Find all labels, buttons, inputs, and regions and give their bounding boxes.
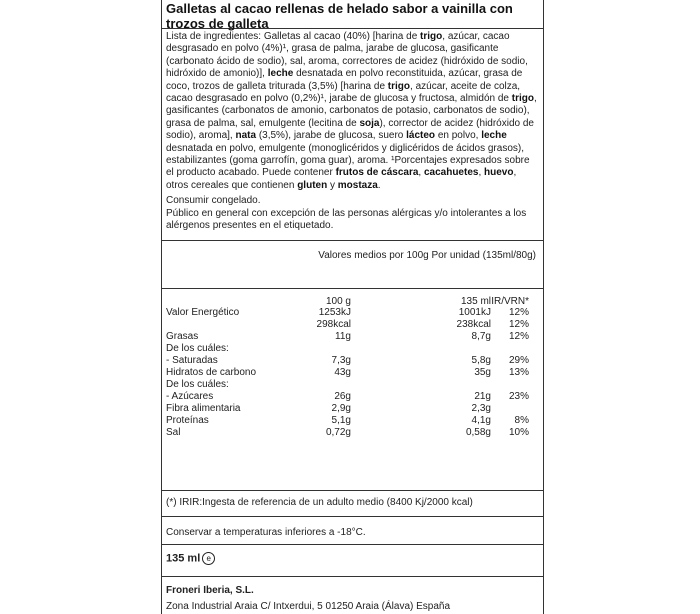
reference-intake: 10% bbox=[508, 427, 529, 438]
reference-intake: IR/VRN* bbox=[491, 296, 529, 307]
storage-note: Conservar a temperaturas inferiores a -18°C. bbox=[166, 527, 366, 538]
divider bbox=[161, 544, 544, 545]
divider bbox=[161, 516, 544, 517]
value-100g: 26g bbox=[334, 391, 351, 402]
value-per-unit: 135 ml bbox=[460, 296, 491, 307]
allergen-text: mostaza bbox=[337, 179, 378, 191]
allergen-text: soja bbox=[359, 117, 380, 129]
reference-intake: 12% bbox=[508, 331, 529, 342]
consume-note: Consumir congelado. bbox=[166, 195, 261, 206]
nutrient-name: Hidratos de carbono bbox=[166, 367, 257, 378]
allergen-text: frutos de cáscara bbox=[335, 167, 419, 179]
product-title: Galletas al cacao rellenas de helado sabor a vainilla con trozos de galleta bbox=[166, 1, 513, 31]
allergen-text: nata bbox=[235, 130, 257, 142]
company-address: Zona Industrial Araia C/ Intxerdui, 5 01250 Araia (Álava) España bbox=[166, 601, 451, 612]
ingredient-text: en polvo, bbox=[435, 130, 482, 142]
ingredient-text: desnatada en polvo reconstituida, azúcar, grasa de coco, trozos de galleta triturada (3,5%) [harina de bbox=[166, 68, 523, 92]
nutrient-name: De los cuáles: bbox=[166, 343, 229, 354]
ingredient-text: y bbox=[327, 179, 338, 191]
net-quantity bbox=[166, 552, 215, 565]
ir-note: (*) IRIR:Ingesta de referencia de un adulto medio (8400 Kj/2000 kcal) bbox=[166, 497, 473, 508]
company-name: Froneri Iberia, S.L. bbox=[166, 585, 254, 596]
nutrition-row bbox=[166, 355, 536, 366]
nutrition-row bbox=[166, 427, 536, 438]
ingredients-list bbox=[166, 31, 538, 192]
nutrition-row bbox=[166, 343, 536, 354]
divider bbox=[161, 490, 544, 491]
allergen-text: cacahuetes bbox=[423, 167, 479, 179]
reference-intake: 12% bbox=[508, 307, 529, 318]
nutrition-row bbox=[166, 391, 536, 402]
value-100g: 43g bbox=[334, 367, 351, 378]
value-per-unit: 0,58g bbox=[465, 427, 491, 438]
value-per-unit: 5,8g bbox=[471, 355, 491, 366]
value-100g: 1253kJ bbox=[318, 307, 351, 318]
e-mark-icon: e bbox=[202, 552, 215, 565]
value-100g: 5,1g bbox=[331, 415, 351, 426]
nutrient-name: Valor Energético bbox=[166, 307, 240, 318]
nutrition-row bbox=[166, 307, 536, 318]
nutrition-row bbox=[166, 367, 536, 378]
ingredient-text: . bbox=[377, 179, 381, 191]
ingredient-text: , gasificantes (carbonatos de amonio, carbonatos de potasio, carbonatos de sodio), grasa de palma, sal, emulgente (lecitina de bbox=[166, 93, 537, 129]
value-100g: 7,3g bbox=[331, 355, 351, 366]
nutrient-name: - Saturadas bbox=[166, 355, 218, 366]
value-100g: 2,9g bbox=[331, 403, 351, 414]
allergen-text: leche bbox=[267, 68, 294, 80]
ingredient-text: Lista de ingredientes: Galletas al cacao (40%) [harina de bbox=[166, 31, 421, 42]
ingredient-text: , azúcar, cacao desgrasado en polvo (4%)¹, grasa de palma, jarabe de glucosa, gasificante (carbonato ácido de sodio), sal, aroma, correctores de acidez (hidróxido de sodio, hidróxido de amonio)], bbox=[166, 31, 528, 80]
reference-intake: 12% bbox=[508, 319, 529, 330]
value-100g: 11g bbox=[335, 331, 351, 342]
nutrition-row bbox=[166, 331, 536, 342]
ingredient-text: ), corrector de acidez (hidróxido de sodio), aroma], bbox=[166, 117, 534, 142]
quantity-value: 135 ml bbox=[166, 552, 201, 565]
nutrition-row bbox=[166, 403, 536, 414]
value-100g: 298kcal bbox=[316, 319, 351, 330]
reference-intake: 13% bbox=[508, 367, 529, 378]
divider bbox=[161, 240, 544, 241]
ingredient-text: , bbox=[418, 167, 424, 179]
value-100g: 100 g bbox=[325, 296, 351, 307]
nutrient-name: De los cuáles: bbox=[166, 379, 229, 390]
allergen-text: leche bbox=[481, 130, 507, 142]
ingredient-text: , azúcar, aceite de colza, cacao desgrasado en polvo (0,2%)¹, jarabe de glucosa y fructosa, almidón de bbox=[166, 80, 521, 105]
ingredient-text: , otros cereales que contienen bbox=[166, 167, 517, 191]
nutrition-header: Valores medios por 100g Por unidad (135ml/80g) bbox=[318, 250, 536, 261]
reference-intake: 29% bbox=[508, 355, 529, 366]
nutrient-name: - Azúcares bbox=[166, 391, 214, 402]
allergen-text: lácteo bbox=[406, 130, 436, 142]
allergen-text: gluten bbox=[297, 179, 328, 191]
divider bbox=[161, 288, 544, 289]
allergen-text: trigo bbox=[387, 80, 411, 92]
ingredient-text: desnatada en polvo, emulgente (monoglicéridos y diglicéridos de ácidos grasos), estabilizantes (goma garrofín, goma guar), aroma. ¹Porcentajes expresados sobre el producto acabado. Puede contener bbox=[166, 142, 530, 179]
reference-intake: 23% bbox=[508, 391, 529, 402]
nutrition-row bbox=[166, 415, 536, 426]
reference-intake: 8% bbox=[514, 415, 529, 426]
nutrient-name: Grasas bbox=[166, 331, 199, 342]
nutrition-row bbox=[166, 379, 536, 390]
allergen-text: trigo bbox=[511, 93, 534, 105]
value-per-unit: 1001kJ bbox=[458, 307, 491, 318]
value-per-unit: 2,3g bbox=[471, 403, 491, 414]
value-per-unit: 8,7g bbox=[471, 331, 491, 342]
allergen-text: huevo bbox=[484, 167, 514, 179]
nutrient-name: Proteínas bbox=[166, 415, 209, 426]
divider bbox=[161, 576, 544, 577]
value-per-unit: 35g bbox=[474, 367, 491, 378]
public-note: Público en general con excepción de las personas alérgicas y/o intolerantes a los alérgenos presentes en el etiquetado. bbox=[166, 208, 527, 232]
value-per-unit: 4,1g bbox=[471, 415, 491, 426]
nutrition-row bbox=[166, 319, 536, 330]
ingredient-text: (3,5%), jarabe de glucosa, suero bbox=[256, 130, 407, 142]
value-per-unit: 238kcal bbox=[456, 319, 491, 330]
nutrient-name: Fibra alimentaria bbox=[166, 403, 241, 414]
value-per-unit: 21g bbox=[474, 391, 491, 402]
allergen-text: trigo bbox=[420, 31, 443, 42]
value-100g: 0,72g bbox=[325, 427, 351, 438]
ingredient-text: , bbox=[478, 167, 485, 179]
nutrient-name: Sal bbox=[166, 427, 181, 438]
nutrition-header-row bbox=[166, 296, 536, 307]
